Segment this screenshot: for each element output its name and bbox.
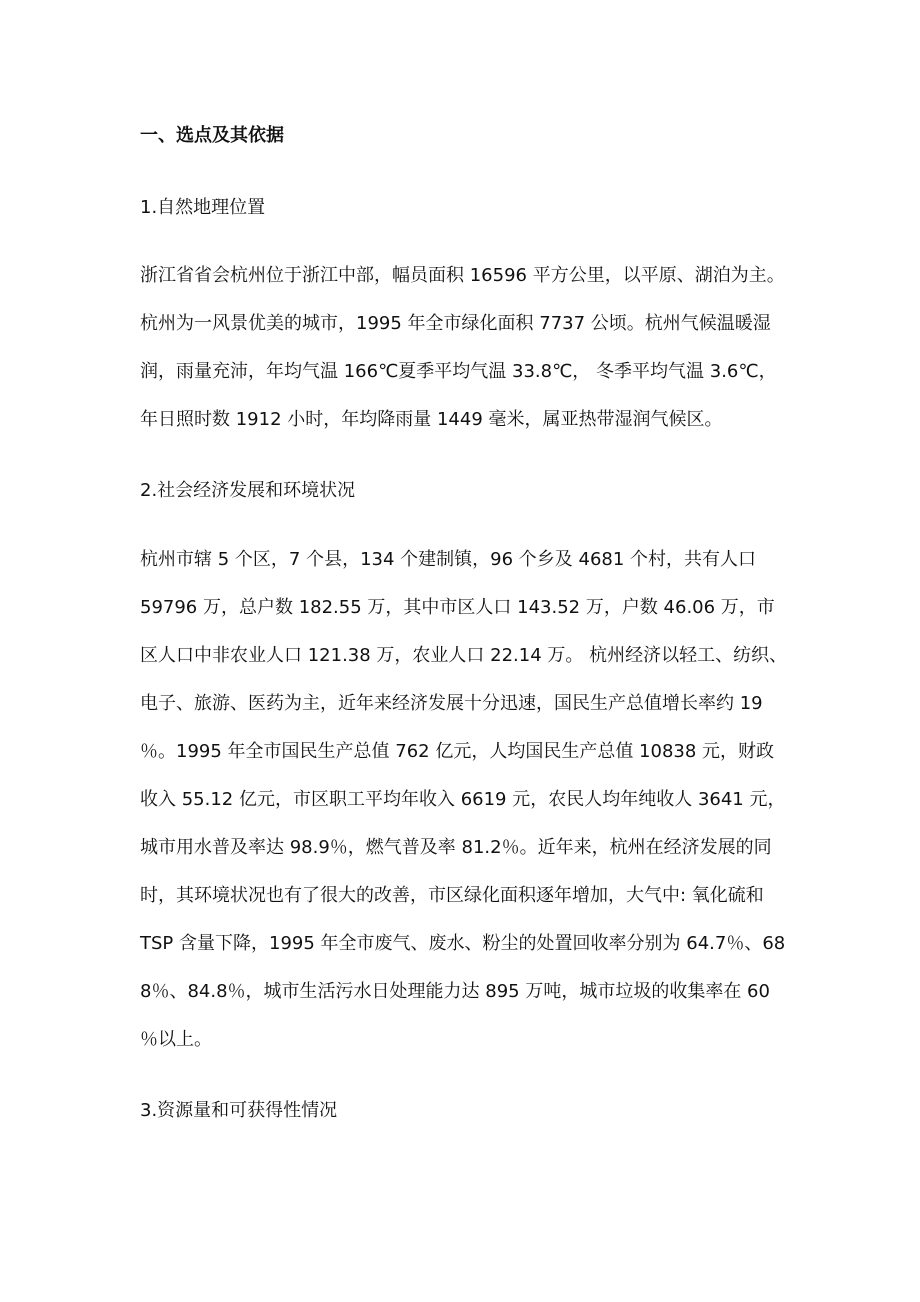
- paragraph-line: 浙江省省会杭州位于浙江中部，幅员面积 16596 平方公里，以平原、湖泊为主。: [140, 265, 785, 286]
- paragraph-line: 杭州为一风景优美的城市，1995 年全市绿化面积 7737 公顷。杭州气候温暖湿: [140, 313, 771, 334]
- paragraph-line: 城市用水普及率达 98.9％，燃气普及率 81.2％。近年来，杭州在经济发展的同: [140, 837, 772, 858]
- subsection-title-resources: 3.资源量和可获得性情况: [140, 1100, 338, 1121]
- subsection-title-economy: 2.社会经济发展和环境状况: [140, 480, 356, 501]
- paragraph-line: 时，其环境状况也有了很大的改善，市区绿化面积逐年增加，大气中: 氧化硫和: [140, 885, 764, 906]
- paragraph-line: 润，雨量充沛，年均气温 166℃夏季平均气温 33.8℃， 冬季平均气温 3.6℃，: [140, 361, 777, 382]
- section-title: 一、选点及其依据: [140, 125, 284, 146]
- subsection-title-geography: 1.自然地理位置: [140, 197, 266, 218]
- paragraph-line: 59796 万，总户数 182.55 万，其中市区人口 143.52 万，户数 46.06 万，市: [140, 597, 775, 618]
- paragraph-line: 8％、84.8％，城市生活污水日处理能力达 895 万吨，城市垃圾的收集率在 60: [140, 981, 770, 1002]
- paragraph-line: 收入 55.12 亿元，市区职工平均年收入 6619 元，农民人均年纯收人 3641 元，: [140, 789, 786, 810]
- paragraph-line: 区人口中非农业人口 121.38 万，农业人口 22.14 万。 杭州经济以轻工、纺织、: [140, 645, 788, 666]
- paragraph-line: 杭州市辖 5 个区，7 个县，134 个建制镇，96 个乡及 4681 个村，共有人口: [140, 549, 757, 570]
- paragraph-line: ％以上。: [140, 1029, 212, 1050]
- paragraph-line: 电子、旅游、医药为主，近年来经济发展十分迅速，国民生产总值增长率约 19: [140, 693, 763, 714]
- paragraph-line: TSP 含量下降，1995 年全市废气、废水、粉尘的处置回收率分别为 64.7％、68: [140, 933, 786, 954]
- paragraph-line: ％。1995 年全市国民生产总值 762 亿元，人均国民生产总值 10838 元，财政: [140, 741, 775, 762]
- paragraph-line: 年日照时数 1912 小时，年均降雨量 1449 毫米，属亚热带湿润气候区。: [140, 409, 723, 430]
